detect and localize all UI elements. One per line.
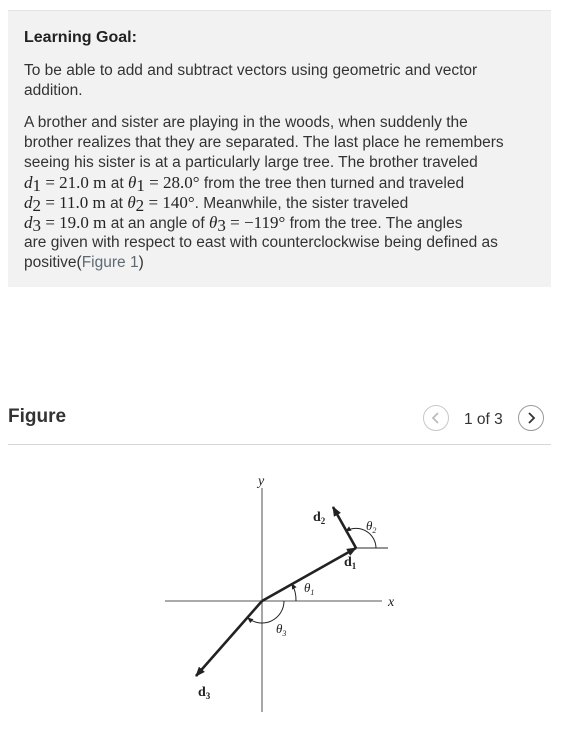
- statement-text: ): [138, 254, 144, 271]
- theta1-value: 28.0°: [162, 173, 200, 192]
- theta1-arc: [292, 584, 296, 601]
- theta2-value: 140°: [162, 193, 195, 212]
- d1-symbol: d: [24, 173, 33, 192]
- statement-text: at an angle of: [110, 215, 205, 232]
- theta1-label: $\theta_1$: [304, 580, 315, 597]
- previous-figure-button[interactable]: [423, 405, 449, 431]
- statement-line: are given with respect to east with counterclockwise being defined as: [24, 234, 498, 251]
- theta1-subscript: 1: [136, 176, 145, 195]
- statement-line: brother realizes that they are separated. The last place he remembers: [24, 134, 504, 151]
- learning-goal-panel: [8, 10, 551, 287]
- vector-diagram: [150, 462, 410, 722]
- theta2-label: $\theta_2$: [366, 518, 377, 535]
- d1-value: 21.0 m: [59, 173, 107, 192]
- next-figure-button[interactable]: [518, 405, 544, 431]
- at-text: at: [110, 195, 123, 212]
- statement-line-d1: $d_1 = 21.0$ m at $\theta_1 = 28.0^\circ$ from the tree then turned and traveled: [24, 173, 465, 195]
- figure-link[interactable]: Figure 1: [81, 254, 139, 271]
- statement-text: . Meanwhile, the sister traveled: [194, 195, 409, 212]
- statement-line: [24, 253, 544, 273]
- statement-line-d2: $d_2 = 11.0$ m at $\theta_2 = 140^\circ$. Meanwhile, the sister traveled: [24, 193, 409, 215]
- chevron-left-icon: [431, 411, 441, 425]
- learning-goal-title: Learning Goal:: [24, 29, 137, 46]
- statement-text: from the tree. The angles: [289, 215, 463, 232]
- d1-subscript: 1: [32, 176, 41, 195]
- d2-label: $d_2$: [313, 510, 326, 526]
- statement-line: seeing his sister is at a particularly large tree. The brother traveled: [24, 154, 478, 171]
- d3-label: $d_3$: [198, 685, 211, 701]
- theta3-label: $\theta_3$: [276, 621, 287, 638]
- statement-text: positive(: [24, 254, 82, 271]
- d2-symbol: d: [24, 193, 33, 212]
- learning-goal-text: To be able to add and subtract vectors using geometric and vector addition.: [24, 62, 478, 99]
- figure-title: Figure: [8, 406, 67, 427]
- statement-line: A brother and sister are playing in the woods, when suddenly the: [24, 114, 468, 131]
- figure-pager: 1 of 3: [464, 411, 503, 428]
- d2-subscript: 2: [32, 196, 41, 215]
- d1-label: $d_1$: [344, 555, 357, 571]
- x-axis-label: x: [388, 595, 395, 610]
- vector-d2: [333, 507, 356, 548]
- statement-line-d3: $d_3 = 19.0$ m at an angle of $\theta_3 = -119^\circ$ from the tree. The angles: [24, 213, 463, 235]
- theta3-value: −119°: [243, 213, 286, 232]
- vector-d3: [196, 601, 262, 676]
- d2-value: 11.0 m: [59, 193, 106, 212]
- problem-statement: [24, 113, 544, 273]
- theta3-subscript: 3: [217, 216, 226, 235]
- at-text: at: [110, 175, 124, 192]
- figure-header: [8, 398, 551, 445]
- statement-text: from the tree then turned and traveled: [203, 175, 465, 192]
- chevron-right-icon: [526, 411, 536, 425]
- theta2-subscript: 2: [135, 196, 145, 215]
- d3-value: 19.0 m: [59, 213, 107, 232]
- d3-subscript: 3: [32, 216, 41, 235]
- y-axis-label: y: [258, 474, 265, 489]
- d3-symbol: d: [24, 213, 33, 232]
